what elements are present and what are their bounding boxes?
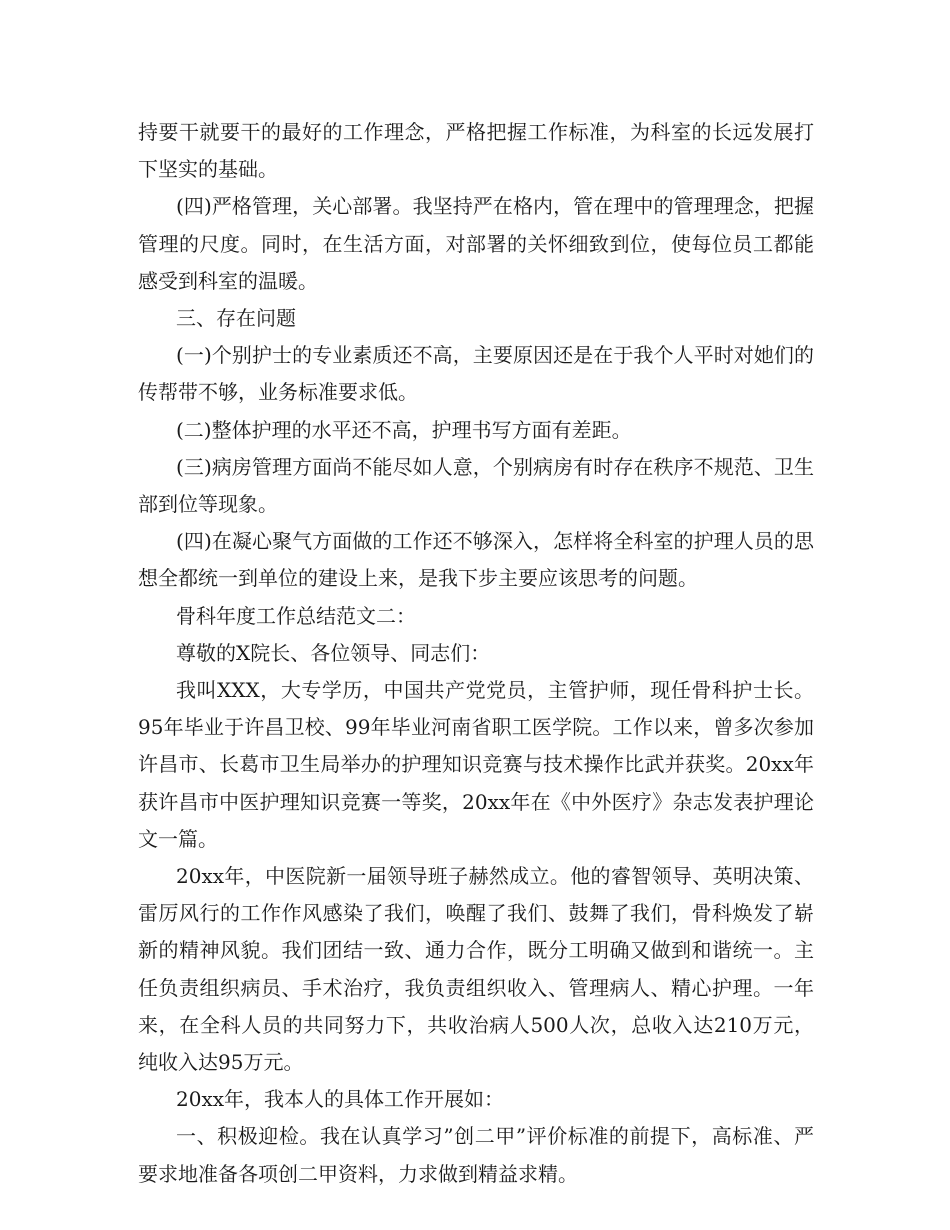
paragraph: 一、积极迎检。我在认真学习”创二甲”评价标准的前提下，高标准、严要求地准备各项创二甲资料，力求做到精益求精。 xyxy=(138,1124,814,1186)
subtitle: 骨科年度工作总结范文二： xyxy=(176,603,416,628)
paragraph: (一)个别护士的专业素质还不高，主要原因还是在于我个人平时对她们的传帮带不够，业务标准要求低。 xyxy=(138,343,814,405)
paragraph: 持要干就要干的最好的工作理念，严格把握工作标准，为科室的长远发展打下坚实的基础。 xyxy=(138,120,814,182)
paragraph: 20xx年，我本人的具体工作开展如： xyxy=(176,1087,505,1112)
paragraph: (二)整体护理的水平还不高，护理书写方面有差距。 xyxy=(176,417,632,442)
paragraph: 20xx年，中医院新一届领导班子赫然成立。他的睿智领导、英明决策、雷厉风行的工作作风感染了我们，唤醒了我们、鼓舞了我们，骨科焕发了崭新的精神风貌。我们团结一致、通力合作，既分工明确又做到和谐统一。主任负责组织病员、手术治疗，我负责组织收入、管理病人、精心护理。一年来，在全科人员的共同努力下，共收治病人500人次，总收入达210万元，纯收入达95万元。 xyxy=(138,864,814,1075)
paragraph: (四)严格管理，关心部署。我坚持严在格内，管在理中的管理理念，把握管理的尺度。同时，在生活方面，对部署的关怀细致到位，使每位员工都能感受到科室的温暖。 xyxy=(138,194,814,293)
section-heading: 三、存在问题 xyxy=(176,306,296,331)
salutation: 尊敬的X院长、各位领导、同志们： xyxy=(176,640,491,665)
paragraph: 我叫XXX，大专学历，中国共产党党员，主管护师，现任骨科护士长。95年毕业于许昌卫校、99年毕业河南省职工医学院。工作以来，曾多次参加许昌市、长葛市卫生局举办的护理知识竞赛与技术操作比武并获奖。20xx年获许昌市中医护理知识竞赛一等奖，20xx年在《中外医疗》杂志发表护理论文一篇。 xyxy=(138,678,814,851)
document-body xyxy=(138,114,814,1193)
paragraph: (四)在凝心聚气方面做的工作还不够深入，怎样将全科室的护理人员的思想全都统一到单位的建设上来，是我下步主要应该思考的问题。 xyxy=(138,529,814,591)
paragraph: (三)病房管理方面尚不能尽如人意，个别病房有时存在秩序不规范、卫生部到位等现象。 xyxy=(138,454,814,517)
